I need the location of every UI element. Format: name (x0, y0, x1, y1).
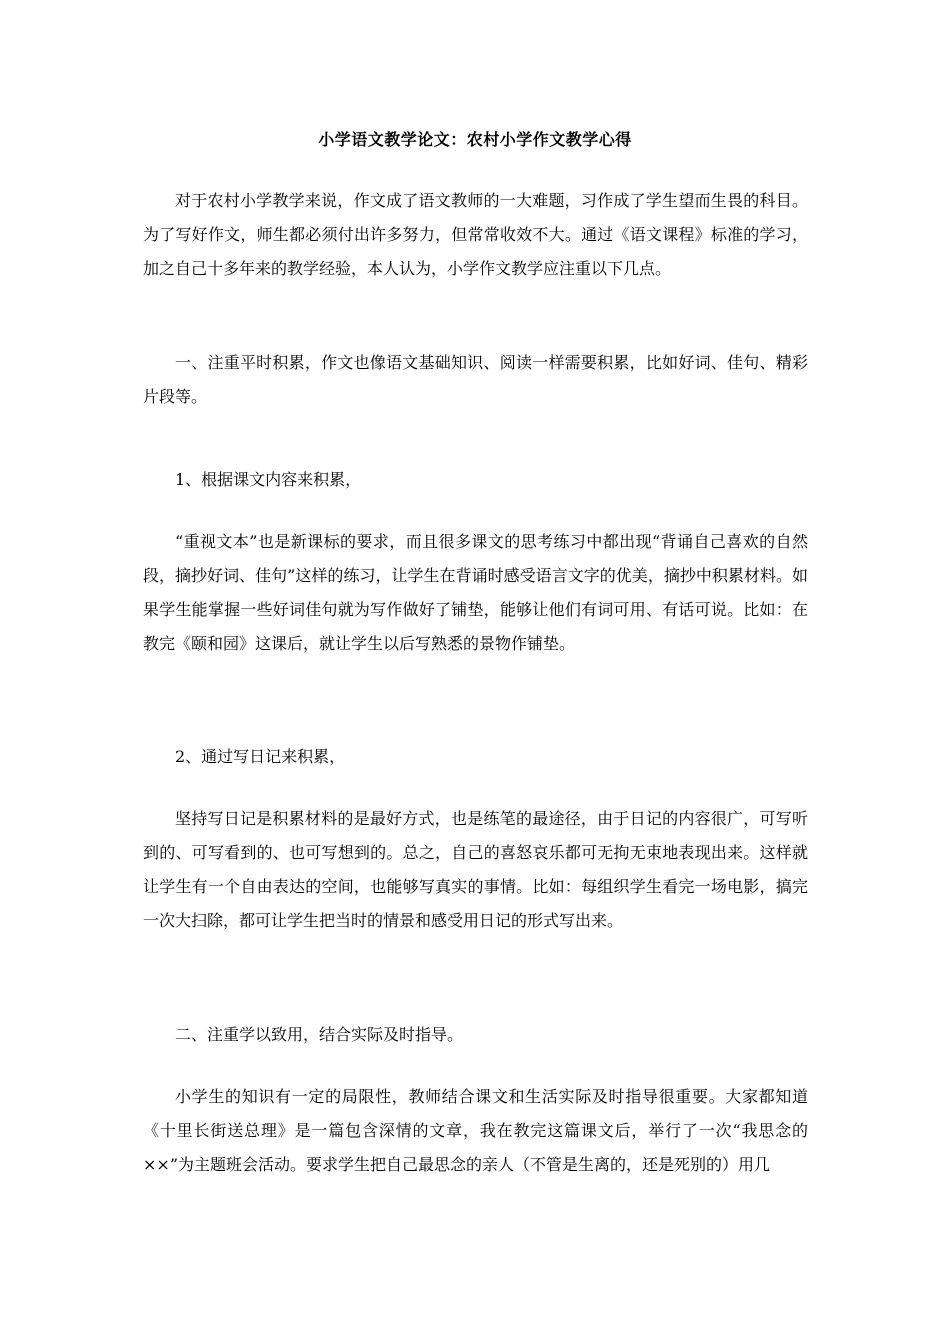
subheading-one: 1、根据课文内容来积累， (175, 470, 362, 489)
paragraph-intro: 对于农村小学教学来说，作文成了语文教师的一大难题，习作成了学生望而生畏的科目。为了写好作文，师生都必须付出许多努力，但常常收效不大。通过《语文课程》标准的学习，加之自己十多年来的教学经验，本人认为，小学作文教学应注重以下几点。 (143, 191, 808, 278)
section-two-heading: 二、注重学以致用，结合实际及时指导。 (175, 1025, 464, 1044)
paragraph-diary: 坚持写日记是积累材料的是最好方式，也是练笔的最途径，由于日记的内容很广，可写听到的、可写看到的、也可写想到的。总之，自己的喜怒哀乐都可无拘无束地表现出来。这样就让学生有一个自由表达的空间，也能够写真实的事情。比如：每组织学生看完一场电影，搞完一次大扫除，都可让学生把当时的情景和感受用日记的形式写出来。 (143, 809, 808, 930)
paragraph-application: 小学生的知识有一定的局限性，教师结合课文和生活实际及时指导很重要。大家都知道《十里长街送总理》是一篇包含深情的文章，我在教完这篇课文后，举行了一次“我思念的××”为主题班会活动。要求学生把自己最思念的亲人（不管是生离的，还是死别的）用几 (143, 1087, 808, 1174)
subheading-two: 2、通过写日记来积累， (175, 747, 346, 766)
document-title: 小学语文教学论文：农村小学作文教学心得 (318, 130, 632, 149)
paragraph-text-accumulation: “重视文本”也是新课标的要求，而且很多课文的思考练习中都出现“背诵自己喜欢的自然段，摘抄好词、佳句”这样的练习，让学生在背诵时感受语言文字的优美，摘抄中积累材料。如果学生能掌握一些好词佳句就为写作做好了铺垫，能够让他们有词可用、有话可说。比如：在教完《颐和园》这课后，就让学生以后写熟悉的景物作铺垫。 (143, 532, 808, 653)
paragraph-section-one: 一、注重平时积累，作文也像语文基础知识、阅读一样需要积累，比如好词、佳句、精彩片段等。 (143, 353, 808, 406)
